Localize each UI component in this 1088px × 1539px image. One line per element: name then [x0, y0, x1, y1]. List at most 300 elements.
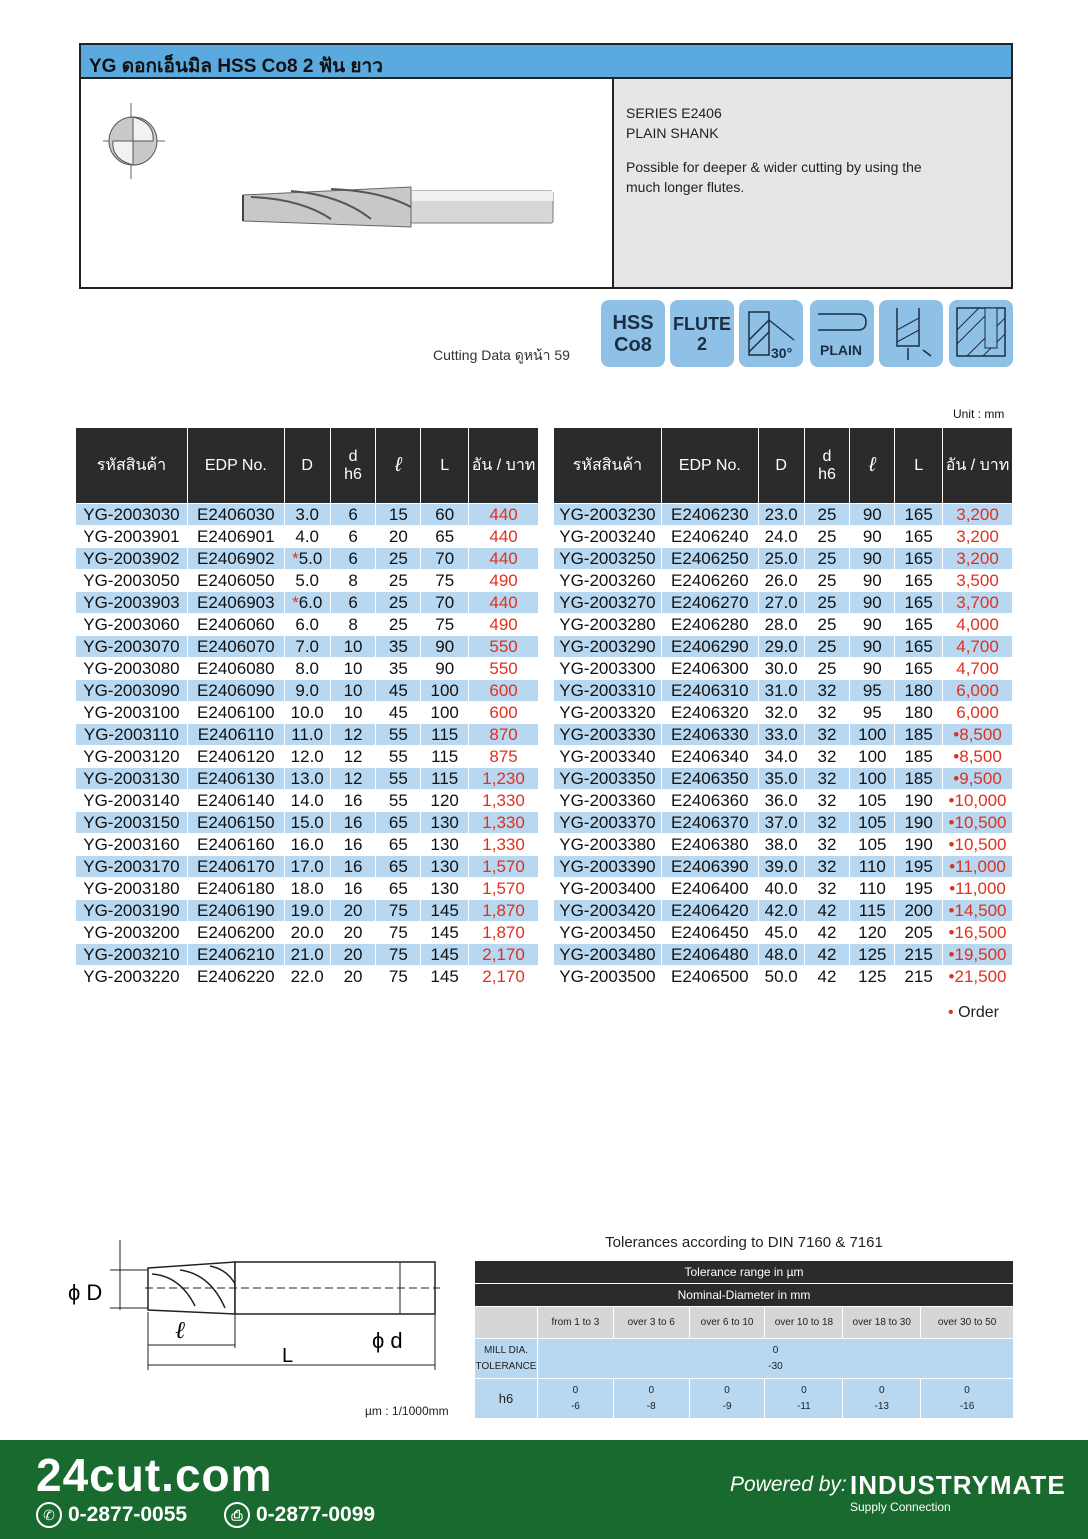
price-cell: 870 — [469, 724, 539, 746]
col-edp: EDP No. — [661, 428, 758, 504]
svg-text:PLAIN: PLAIN — [820, 342, 862, 358]
edp-cell: E2406060 — [187, 614, 284, 636]
price-cell: •10,500 — [943, 812, 1013, 834]
edp-cell: E2406130 — [187, 768, 284, 790]
flute-length-cell: 55 — [376, 768, 421, 790]
table-row — [554, 856, 1013, 878]
edp-cell: E2406050 — [187, 570, 284, 592]
overall-length-cell: 115 — [421, 768, 469, 790]
product-code-cell: YG-2003170 — [76, 856, 188, 878]
price-cell: 600 — [469, 702, 539, 724]
price-cell: 1,330 — [469, 790, 539, 812]
price-cell: 1,230 — [469, 768, 539, 790]
price-cell: 440 — [469, 504, 539, 526]
phone-icon: ✆ — [36, 1502, 62, 1528]
flute-length-cell: 65 — [376, 812, 421, 834]
table-row — [554, 724, 1013, 746]
edp-cell: E2406170 — [187, 856, 284, 878]
overall-length-cell: 90 — [421, 658, 469, 680]
shank-diameter-cell: 25 — [804, 570, 850, 592]
product-code-cell: YG-2003190 — [76, 900, 188, 922]
footer-bar — [0, 1440, 1088, 1539]
phi-D-label: ϕ D — [68, 1280, 103, 1305]
flute-length-cell: 75 — [376, 922, 421, 944]
overall-length-cell: 130 — [421, 856, 469, 878]
price-cell: 3,200 — [943, 504, 1013, 526]
shank-diameter-cell: 32 — [804, 834, 850, 856]
table-row — [554, 746, 1013, 768]
shank-diameter-cell: 32 — [804, 812, 850, 834]
overall-length-cell: 165 — [895, 614, 943, 636]
flute-length-cell: 90 — [850, 636, 895, 658]
shank-diameter-cell: 32 — [804, 724, 850, 746]
product-code-cell: YG-2003100 — [76, 702, 188, 724]
end-view-icon — [103, 103, 165, 179]
diameter-cell: 10.0 — [284, 702, 330, 724]
overall-length-cell: 145 — [421, 966, 469, 988]
l-label: ℓ — [175, 1318, 185, 1344]
diameter-cell: 30.0 — [758, 658, 804, 680]
flute-length-cell: 45 — [376, 702, 421, 724]
flute-length-cell: 25 — [376, 548, 421, 570]
product-code-cell: YG-2003450 — [554, 922, 662, 944]
L-label: L — [282, 1345, 294, 1367]
flute-length-cell: 20 — [376, 526, 421, 548]
overall-length-cell: 120 — [421, 790, 469, 812]
overall-length-cell: 165 — [895, 570, 943, 592]
price-cell: 440 — [469, 592, 539, 614]
product-code-cell: YG-2003350 — [554, 768, 662, 790]
flute-length-cell: 125 — [850, 966, 895, 988]
edp-cell: E2406290 — [661, 636, 758, 658]
shank-diameter-cell: 10 — [330, 636, 376, 658]
shank-diameter-cell: 6 — [330, 504, 376, 526]
order-note: • Order — [948, 1004, 999, 1021]
table-row — [554, 548, 1013, 570]
price-cell: •10,500 — [943, 834, 1013, 856]
overall-length-cell: 165 — [895, 504, 943, 526]
shank-diameter-cell: 25 — [804, 548, 850, 570]
diameter-cell: 17.0 — [284, 856, 330, 878]
overall-length-cell: 145 — [421, 944, 469, 966]
product-code-cell: YG-2003270 — [554, 592, 662, 614]
table-row — [554, 900, 1013, 922]
price-cell: •21,500 — [943, 966, 1013, 988]
h6-label: h6 — [475, 1379, 538, 1419]
diameter-cell: 27.0 — [758, 592, 804, 614]
overall-length-cell: 60 — [421, 504, 469, 526]
overall-length-cell: 165 — [895, 592, 943, 614]
flute-length-cell: 90 — [850, 570, 895, 592]
diameter-cell: 29.0 — [758, 636, 804, 658]
edp-cell: E2406230 — [661, 504, 758, 526]
price-cell: 1,330 — [469, 834, 539, 856]
edp-cell: E2406150 — [187, 812, 284, 834]
table-row — [76, 680, 539, 702]
diameter-cell: 32.0 — [758, 702, 804, 724]
product-code-cell: YG-2003160 — [76, 834, 188, 856]
price-cell: 6,000 — [943, 702, 1013, 724]
product-code-cell: YG-2003220 — [76, 966, 188, 988]
edp-cell: E2406280 — [661, 614, 758, 636]
range-cell: over 6 to 10 — [689, 1307, 765, 1339]
edp-cell: E2406090 — [187, 680, 284, 702]
phone-contact[interactable]: ✆ 0-2877-0055 — [36, 1502, 187, 1528]
flute-length-cell: 125 — [850, 944, 895, 966]
diameter-cell: 40.0 — [758, 878, 804, 900]
edp-cell: E2406200 — [187, 922, 284, 944]
table-row — [554, 680, 1013, 702]
powered-by-label: Powered by: — [730, 1473, 847, 1496]
product-code-cell: YG-2003070 — [76, 636, 188, 658]
edp-cell: E2406080 — [187, 658, 284, 680]
diameter-cell: 13.0 — [284, 768, 330, 790]
diameter-cell: 20.0 — [284, 922, 330, 944]
flute-length-cell: 35 — [376, 636, 421, 658]
helix-30-icon — [739, 300, 803, 367]
col-code: รหัสสินค้า — [554, 428, 662, 504]
tagline: Supply Connection — [850, 1500, 951, 1514]
overall-length-cell: 215 — [895, 944, 943, 966]
diameter-cell: 33.0 — [758, 724, 804, 746]
h6-cell: 0 -8 — [613, 1379, 689, 1419]
shank-diameter-cell: 32 — [804, 790, 850, 812]
overall-length-cell: 165 — [895, 658, 943, 680]
edp-cell: E2406390 — [661, 856, 758, 878]
product-code-cell: YG-2003380 — [554, 834, 662, 856]
flute-length-cell: 90 — [850, 658, 895, 680]
industrymate-logo[interactable]: INDUSTRYMATE — [850, 1470, 1066, 1500]
h6-cell: 0 -16 — [921, 1379, 1014, 1419]
overall-length-cell: 205 — [895, 922, 943, 944]
table-row — [76, 878, 539, 900]
price-cell: 550 — [469, 636, 539, 658]
diameter-cell: 36.0 — [758, 790, 804, 812]
flute-length-cell: 55 — [376, 746, 421, 768]
product-code-cell: YG-2003310 — [554, 680, 662, 702]
edp-cell: E2406320 — [661, 702, 758, 724]
price-cell: 875 — [469, 746, 539, 768]
table-row — [76, 812, 539, 834]
shank-diameter-cell: 8 — [330, 570, 376, 592]
flute-length-cell: 15 — [376, 504, 421, 526]
product-code-cell: YG-2003200 — [76, 922, 188, 944]
diameter-cell: *5.0 — [284, 548, 330, 570]
shank-diameter-cell: 10 — [330, 680, 376, 702]
h6-cell: 0 -6 — [537, 1379, 613, 1419]
edp-cell: E2406902 — [187, 548, 284, 570]
shank-label: PLAIN SHANK — [626, 125, 719, 141]
overall-length-cell: 215 — [895, 966, 943, 988]
product-code-cell: YG-2003390 — [554, 856, 662, 878]
tolerance-table — [474, 1260, 1014, 1419]
table-row — [554, 504, 1013, 526]
diameter-cell: 45.0 — [758, 922, 804, 944]
tolerance-title: Tolerances according to DIN 7160 & 7161 — [605, 1234, 883, 1251]
table-row — [554, 570, 1013, 592]
col-edp: EDP No. — [187, 428, 284, 504]
diameter-cell: 23.0 — [758, 504, 804, 526]
product-code-cell: YG-2003250 — [554, 548, 662, 570]
table-row — [76, 768, 539, 790]
table-row — [76, 944, 539, 966]
shank-diameter-cell: 12 — [330, 768, 376, 790]
shank-diameter-cell: 12 — [330, 724, 376, 746]
table-row — [554, 922, 1013, 944]
flute-length-cell: 105 — [850, 834, 895, 856]
col-l: ℓ — [850, 428, 895, 504]
flute-length-cell: 95 — [850, 702, 895, 724]
range-cell: over 18 to 30 — [843, 1307, 921, 1339]
flute-length-cell: 110 — [850, 878, 895, 900]
product-code-cell: YG-2003903 — [76, 592, 188, 614]
diameter-cell: 21.0 — [284, 944, 330, 966]
col-d: d h6 — [804, 428, 850, 504]
overall-length-cell: 100 — [421, 702, 469, 724]
overall-length-cell: 130 — [421, 812, 469, 834]
overall-length-cell: 145 — [421, 900, 469, 922]
price-cell: 1,870 — [469, 922, 539, 944]
flute-length-cell: 55 — [376, 724, 421, 746]
edp-cell: E2406240 — [661, 526, 758, 548]
shank-diameter-cell: 16 — [330, 878, 376, 900]
edp-cell: E2406250 — [661, 548, 758, 570]
overall-length-cell: 145 — [421, 922, 469, 944]
flute-length-cell: 45 — [376, 680, 421, 702]
table-row — [554, 834, 1013, 856]
price-cell: 4,000 — [943, 614, 1013, 636]
product-description — [614, 79, 1011, 287]
flute-length-cell: 90 — [850, 526, 895, 548]
series-label: SERIES E2406 — [626, 105, 722, 121]
product-code-cell: YG-2003180 — [76, 878, 188, 900]
slot-cut-icon — [949, 300, 1013, 367]
overall-length-cell: 165 — [895, 636, 943, 658]
flute-length-cell: 65 — [376, 834, 421, 856]
price-cell: 1,330 — [469, 812, 539, 834]
product-code-cell: YG-2003420 — [554, 900, 662, 922]
overall-length-cell: 130 — [421, 834, 469, 856]
price-cell: 490 — [469, 570, 539, 592]
overall-length-cell: 190 — [895, 790, 943, 812]
overall-length-cell: 190 — [895, 834, 943, 856]
shank-diameter-cell: 32 — [804, 768, 850, 790]
range-cell: over 30 to 50 — [921, 1307, 1014, 1339]
diameter-cell: 31.0 — [758, 680, 804, 702]
overall-length-cell: 65 — [421, 526, 469, 548]
table-row — [554, 790, 1013, 812]
flute-length-cell: 35 — [376, 658, 421, 680]
flute-length-cell: 65 — [376, 878, 421, 900]
table-row — [554, 702, 1013, 724]
price-cell: 4,700 — [943, 636, 1013, 658]
product-code-cell: YG-2003140 — [76, 790, 188, 812]
edp-cell: E2406370 — [661, 812, 758, 834]
flute-length-cell: 55 — [376, 790, 421, 812]
flute-length-cell: 25 — [376, 614, 421, 636]
unit-label: Unit : mm — [953, 407, 1005, 421]
overall-length-cell: 185 — [895, 746, 943, 768]
diameter-cell: 38.0 — [758, 834, 804, 856]
side-view-icon — [243, 187, 553, 227]
product-code-cell: YG-2003230 — [554, 504, 662, 526]
diameter-cell: *6.0 — [284, 592, 330, 614]
edp-cell: E2406270 — [661, 592, 758, 614]
price-cell: •16,500 — [943, 922, 1013, 944]
overall-length-cell: 195 — [895, 856, 943, 878]
shank-diameter-cell: 16 — [330, 834, 376, 856]
table-row — [76, 856, 539, 878]
flute-length-cell: 65 — [376, 856, 421, 878]
table-row — [76, 834, 539, 856]
edp-cell: E2406450 — [661, 922, 758, 944]
product-code-cell: YG-2003110 — [76, 724, 188, 746]
table-row — [554, 636, 1013, 658]
price-cell: •11,000 — [943, 856, 1013, 878]
table-row — [76, 592, 539, 614]
price-cell: 600 — [469, 680, 539, 702]
shank-diameter-cell: 8 — [330, 614, 376, 636]
price-cell: 6,000 — [943, 680, 1013, 702]
brand-logo[interactable]: 24cut.com — [36, 1449, 273, 1501]
overall-length-cell: 75 — [421, 614, 469, 636]
dimension-diagram — [60, 1230, 460, 1390]
shank-diameter-cell: 10 — [330, 702, 376, 724]
edp-cell: E2406350 — [661, 768, 758, 790]
overall-length-cell: 180 — [895, 680, 943, 702]
overall-length-cell: 180 — [895, 702, 943, 724]
price-cell: 490 — [469, 614, 539, 636]
overall-length-cell: 195 — [895, 878, 943, 900]
price-cell: 3,700 — [943, 592, 1013, 614]
fax-contact[interactable]: ⎙ 0-2877-0099 — [224, 1502, 375, 1528]
shank-diameter-cell: 42 — [804, 944, 850, 966]
h6-cell: 0 -9 — [689, 1379, 765, 1419]
price-cell: •8,500 — [943, 724, 1013, 746]
table-row — [76, 922, 539, 944]
range-cell: from 1 to 3 — [537, 1307, 613, 1339]
overall-length-cell: 200 — [895, 900, 943, 922]
nominal-diameter-label: Nominal-Diameter in mm — [475, 1284, 1014, 1307]
diameter-cell: 48.0 — [758, 944, 804, 966]
overall-length-cell: 70 — [421, 548, 469, 570]
table-row — [76, 702, 539, 724]
shank-diameter-cell: 25 — [804, 614, 850, 636]
price-cell: •10,000 — [943, 790, 1013, 812]
diameter-cell: 5.0 — [284, 570, 330, 592]
diameter-cell: 37.0 — [758, 812, 804, 834]
product-code-cell: YG-2003400 — [554, 878, 662, 900]
shank-diameter-cell: 10 — [330, 658, 376, 680]
product-code-cell: YG-2003370 — [554, 812, 662, 834]
col-L: L — [421, 428, 469, 504]
table-row — [554, 944, 1013, 966]
product-code-cell: YG-2003210 — [76, 944, 188, 966]
flute-length-cell: 75 — [376, 966, 421, 988]
phi-d-label: ϕ d — [372, 1328, 403, 1353]
shank-diameter-cell: 42 — [804, 966, 850, 988]
plunge-cut-icon — [879, 300, 943, 367]
shank-diameter-cell: 6 — [330, 592, 376, 614]
overall-length-cell: 90 — [421, 636, 469, 658]
diameter-cell: 9.0 — [284, 680, 330, 702]
flute-2-icon: FLUTE 2 — [670, 300, 734, 367]
product-code-cell: YG-2003360 — [554, 790, 662, 812]
flute-length-cell: 105 — [850, 812, 895, 834]
product-table-right — [553, 427, 1013, 988]
mill-dia-label: MILL DIA. TOLERANCE — [475, 1339, 538, 1379]
product-code-cell: YG-2003290 — [554, 636, 662, 658]
diameter-cell: 24.0 — [758, 526, 804, 548]
edp-cell: E2406480 — [661, 944, 758, 966]
edp-cell: E2406140 — [187, 790, 284, 812]
edp-cell: E2406180 — [187, 878, 284, 900]
edp-cell: E2406903 — [187, 592, 284, 614]
product-code-cell: YG-2003902 — [76, 548, 188, 570]
h6-cell: 0 -13 — [843, 1379, 921, 1419]
flute-length-cell: 120 — [850, 922, 895, 944]
product-code-cell: YG-2003901 — [76, 526, 188, 548]
diameter-cell: 8.0 — [284, 658, 330, 680]
diameter-cell: 35.0 — [758, 768, 804, 790]
diameter-cell: 28.0 — [758, 614, 804, 636]
col-price: อัน / บาท — [469, 428, 539, 504]
overall-length-cell: 130 — [421, 878, 469, 900]
diameter-cell: 7.0 — [284, 636, 330, 658]
product-code-cell: YG-2003120 — [76, 746, 188, 768]
edp-cell: E2406030 — [187, 504, 284, 526]
product-code-cell: YG-2003050 — [76, 570, 188, 592]
range-cell: over 3 to 6 — [613, 1307, 689, 1339]
diameter-cell: 6.0 — [284, 614, 330, 636]
overall-length-cell: 165 — [895, 548, 943, 570]
edp-cell: E2406070 — [187, 636, 284, 658]
svg-text:30°: 30° — [771, 345, 793, 361]
shank-diameter-cell: 25 — [804, 526, 850, 548]
price-cell: •11,000 — [943, 878, 1013, 900]
table-row — [76, 746, 539, 768]
col-d: d h6 — [330, 428, 376, 504]
edp-cell: E2406500 — [661, 966, 758, 988]
product-code-cell: YG-2003090 — [76, 680, 188, 702]
table-row — [76, 658, 539, 680]
table-row — [76, 614, 539, 636]
shank-diameter-cell: 32 — [804, 680, 850, 702]
diameter-cell: 18.0 — [284, 878, 330, 900]
table-row — [76, 790, 539, 812]
diameter-cell: 11.0 — [284, 724, 330, 746]
shank-diameter-cell: 32 — [804, 856, 850, 878]
flute-length-cell: 115 — [850, 900, 895, 922]
diameter-cell: 22.0 — [284, 966, 330, 988]
price-cell: •8,500 — [943, 746, 1013, 768]
plain-shank-icon — [810, 300, 874, 367]
product-code-cell: YG-2003500 — [554, 966, 662, 988]
shank-diameter-cell: 25 — [804, 658, 850, 680]
product-code-cell: YG-2003340 — [554, 746, 662, 768]
flute-length-cell: 90 — [850, 504, 895, 526]
overall-length-cell: 115 — [421, 746, 469, 768]
shank-diameter-cell: 6 — [330, 526, 376, 548]
shank-diameter-cell: 12 — [330, 746, 376, 768]
col-L: L — [895, 428, 943, 504]
shank-diameter-cell: 16 — [330, 812, 376, 834]
table-row — [554, 592, 1013, 614]
table-row — [76, 526, 539, 548]
shank-diameter-cell: 16 — [330, 856, 376, 878]
diameter-cell: 26.0 — [758, 570, 804, 592]
overall-length-cell: 190 — [895, 812, 943, 834]
